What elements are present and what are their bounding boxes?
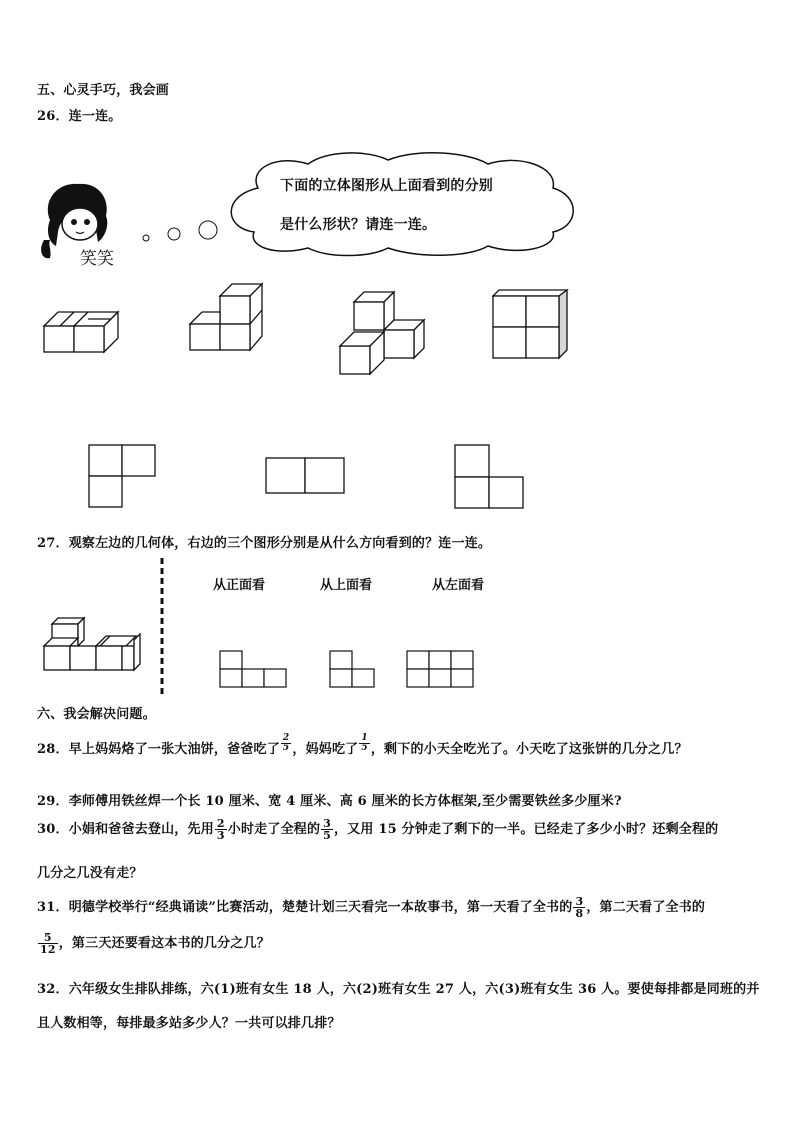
speech-cloud (218, 148, 583, 258)
dashed-divider (160, 558, 164, 698)
q30-part-c: ，又用 15 分钟走了剩下的一半。已经走了多少小时？还剩全程的 (334, 822, 719, 837)
thought-bubbles-icon (140, 218, 220, 248)
question-28 (37, 733, 688, 759)
question-26-number: 26．连一连。 (37, 109, 122, 124)
solid-figure-2 (190, 280, 266, 354)
q30-f2-den: 5 (323, 829, 332, 842)
q30-part-a: 30．小娟和爸爸去登山，先用 (37, 822, 214, 837)
q31-f2-num: 5 (43, 931, 52, 944)
q31-part-c: ，第三天还要看这本书的几分之几？ (58, 936, 270, 951)
top-view-shape-2 (265, 457, 347, 495)
q30-f1-num: 2 (216, 817, 225, 830)
view-shape-b (329, 650, 377, 690)
question-31-line-1 (37, 896, 705, 919)
question-32-line-2: 且人数相等，每排最多站多少人？一共可以排几排？ (37, 1016, 341, 1031)
view-label-left: 从左面看 (432, 578, 485, 593)
character-name: 笑笑 (80, 249, 114, 269)
q30-part-b: 小时走了全程的 (227, 822, 321, 837)
q31-f2-den: 12 (40, 943, 56, 956)
q30-fraction-2 (321, 818, 333, 841)
question-32-line-1: 32．六年级女生排队排练，六(1)班有女生 18 人，六(2)班有女生 27 人，六(3)班有女生 36 人。要使每排都是同班的并 (37, 982, 760, 997)
q28-f1-den: 5 (282, 743, 290, 753)
solid-figure-4 (493, 288, 569, 360)
solid-figure-3 (340, 290, 430, 376)
solid-figure-1 (44, 298, 124, 354)
question-29: 29．李师傅用铁丝焊一个长 10 厘米、宽 4 厘米、高 6 厘米的长方体框架,至少需要铁丝多少厘米? (37, 794, 622, 809)
section-5-title: 五、心灵手巧，我会画 (37, 83, 170, 98)
q31-fraction-2 (38, 932, 58, 955)
question-27-text: 27．观察左边的几何体，右边的三个图形分别是从什么方向看到的？连一连。 (37, 536, 492, 551)
cloud-text-line-2: 是什么形状？请连一连。 (280, 217, 437, 233)
q31-f1-num: 3 (575, 895, 584, 908)
q30-f2-num: 3 (323, 817, 332, 830)
q27-solid-figure (44, 616, 142, 674)
q28-part-b: ，妈妈吃了 (292, 742, 359, 757)
top-view-shape-3 (454, 444, 526, 510)
q30-fraction-1 (215, 818, 227, 841)
top-view-shape-1 (88, 444, 158, 510)
question-31-line-2 (37, 932, 270, 955)
view-label-top: 从上面看 (320, 578, 373, 593)
view-label-front: 从正面看 (213, 578, 266, 593)
section-6-title: 六、我会解决问题。 (37, 707, 156, 722)
cloud-text-line-1: 下面的立体图形从上面看到的分别 (280, 178, 493, 194)
view-shape-c (406, 650, 476, 690)
q28-f2-num: 1 (361, 733, 368, 743)
question-30-line-1 (37, 818, 718, 841)
q28-fraction-2 (359, 734, 369, 753)
q28-f1-num: 2 (282, 733, 290, 743)
q31-fraction-1 (573, 896, 585, 919)
q30-f1-den: 3 (216, 829, 225, 842)
q31-part-b: ，第二天看了全书的 (586, 900, 706, 915)
q28-part-a: 28．早上妈妈烙了一张大油饼，爸爸吃了 (37, 742, 280, 757)
view-shape-a (219, 650, 289, 690)
q31-part-a: 31．明德学校举行“经典诵读”比赛活动，楚楚计划三天看完一本故事书，第一天看了全书的 (37, 900, 573, 915)
q31-f1-den: 8 (575, 907, 584, 920)
q28-part-c: ，剩下的小天全吃光了。小天吃了这张饼的几分之几？ (370, 742, 688, 757)
q28-fraction-1 (281, 734, 291, 753)
q28-f2-den: 5 (361, 743, 368, 753)
question-30-line-2: 几分之几没有走？ (37, 866, 143, 881)
